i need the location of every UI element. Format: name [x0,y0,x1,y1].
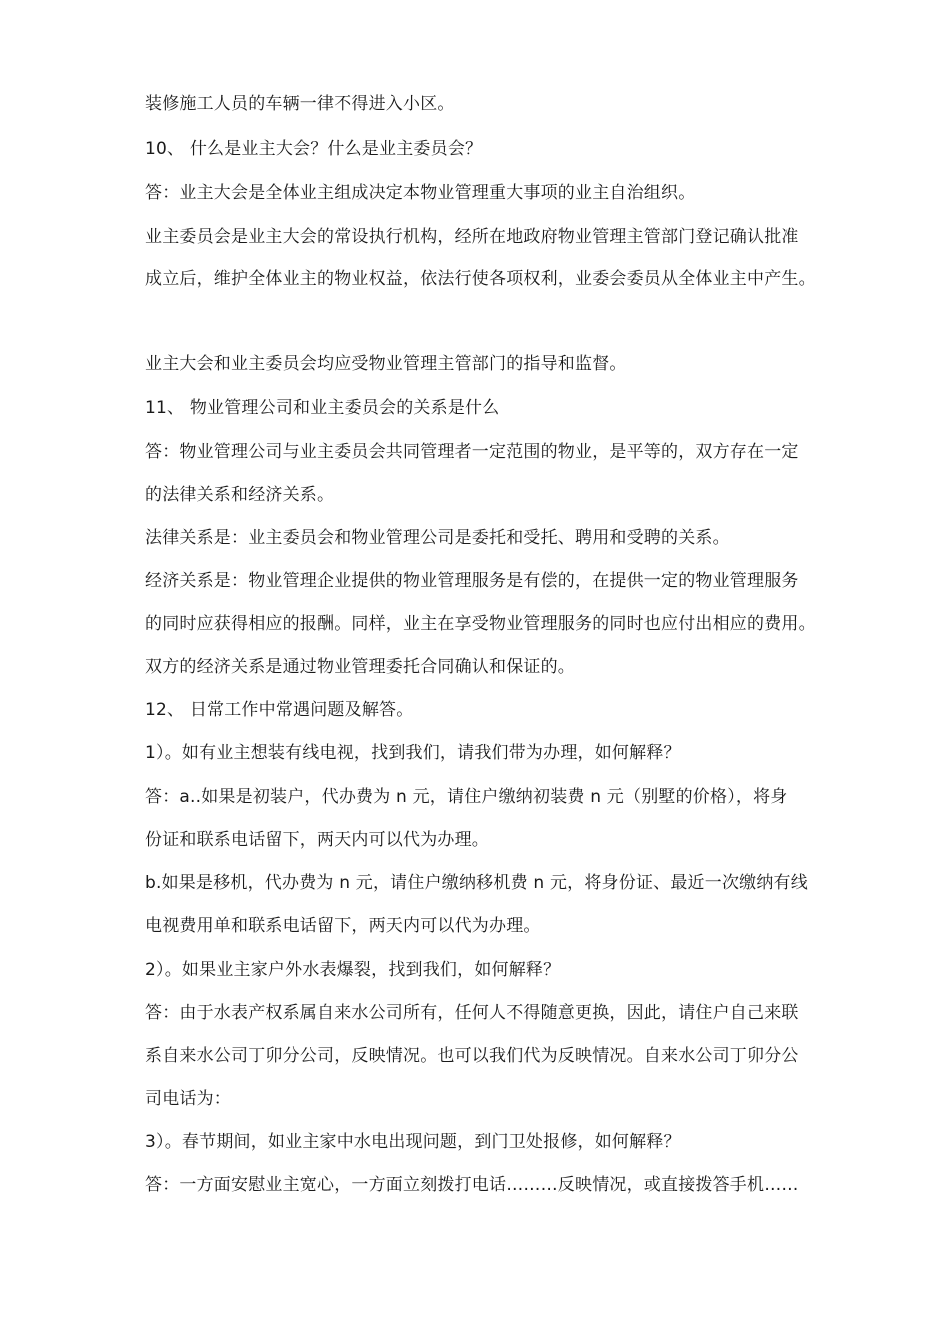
text-line: 答：a..如果是初装户，代办费为 n 元，请住户缴纳初装费 n 元（别墅的价格），将身 [145,787,788,807]
text-line: 业主委员会是业主大会的常设执行机构，经所在地政府物业管理主管部门登记确认批准 [145,227,799,247]
text-line: 业主大会和业主委员会均应受物业管理主管部门的指导和监督。 [145,354,627,374]
text-line: 经济关系是：物业管理企业提供的物业管理服务是有偿的，在提供一定的物业管理服务 [145,571,799,591]
text-line: 答：由于水表产权系属自来水公司所有，任何人不得随意更换，因此，请住户自己来联 [145,1003,799,1023]
question-heading-10: 10、 什么是业主大会？什么是业主委员会？ [145,139,483,159]
text-line: 1）。如有业主想装有线电视，找到我们，请我们带为办理，如何解释？ [145,743,681,763]
text-line: 成立后，维护全体业主的物业权益，依法行使各项权利，业委会委员从全体业主中产生。 [145,269,816,289]
text-line: 装修施工人员的车辆一律不得进入小区。 [145,94,455,114]
text-line: 司电话为： [145,1089,231,1109]
text-line: 答：一方面安慰业主宽心，一方面立刻拨打电话………反映情况，或直接拨答手机…… [145,1175,799,1195]
text-line: 系自来水公司丁卯分公司，反映情况。也可以我们代为反映情况。自来水公司丁卯分公 [145,1046,799,1066]
text-line: 份证和联系电话留下，两天内可以代为办理。 [145,830,489,850]
text-line: 的同时应获得相应的报酬。同样，业主在享受物业管理服务的同时也应付出相应的费用。 [145,614,816,634]
text-line: 2）。如果业主家户外水表爆裂，找到我们，如何解释？ [145,960,561,980]
text-line: 电视费用单和联系电话留下，两天内可以代为办理。 [145,916,541,936]
question-heading-12: 12、 日常工作中常遇问题及解答。 [145,700,414,720]
text-line: 答：物业管理公司与业主委员会共同管理者一定范围的物业，是平等的，双方存在一定 [145,442,799,462]
text-line: 答：业主大会是全体业主组成决定本物业管理重大事项的业主自治组织。 [145,183,696,203]
text-line: 法律关系是：业主委员会和物业管理公司是委托和受托、聘用和受聘的关系。 [145,528,730,548]
text-line: 3）。春节期间，如业主家中水电出现问题，到门卫处报修，如何解释？ [145,1132,681,1152]
text-line: b.如果是移机，代办费为 n 元，请住户缴纳移机费 n 元，将身份证、最近一次缴纳有线 [145,873,808,893]
text-line: 双方的经济关系是通过物业管理委托合同确认和保证的。 [145,657,575,677]
text-line: 的法律关系和经济关系。 [145,485,335,505]
question-heading-11: 11、 物业管理公司和业主委员会的关系是什么 [145,398,500,418]
